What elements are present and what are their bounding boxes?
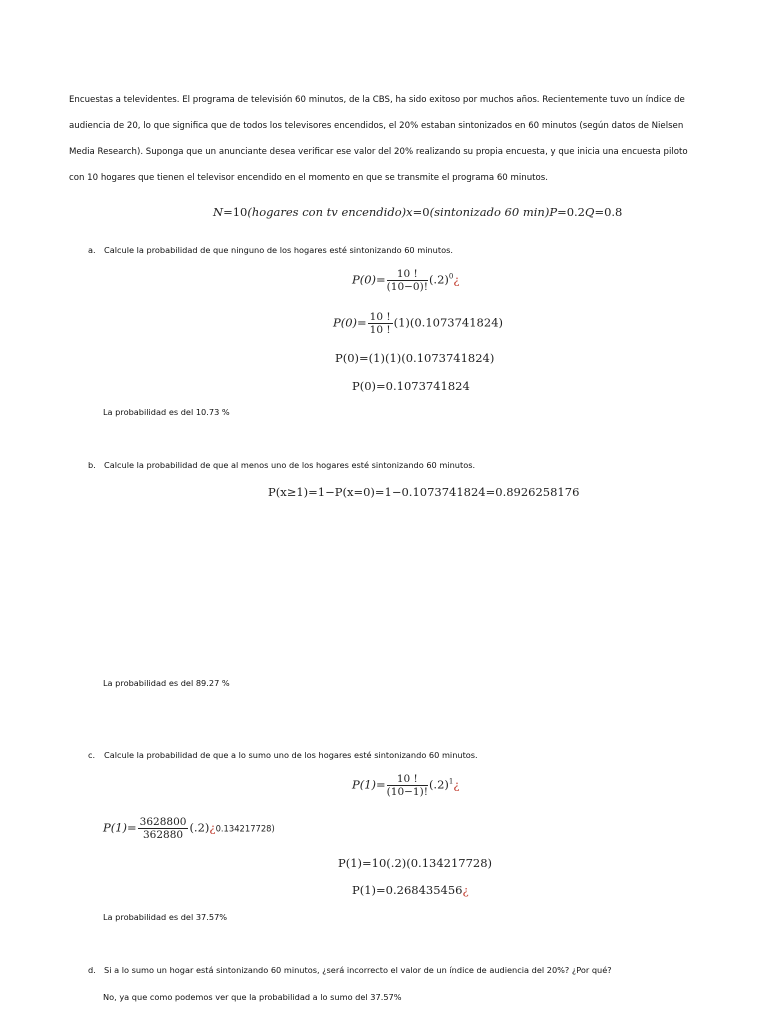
equation-c-1: P(1)= $\frac{10 !}{(10-1)!}$ $(.2)^1¿$ — [352, 773, 460, 798]
inverted-question-glyph: ¿ — [462, 883, 469, 897]
equation-c-2: P(1)= $\frac{3628800}{362880}$ (.2)¿0.134217728) — [103, 816, 275, 841]
inverted-question-glyph: ¿ — [209, 820, 216, 835]
inverted-question-glyph: ¿ — [453, 777, 460, 792]
equation-a-2: P(0)= $\frac{10 !}{10 !}$ (1)(0.1073741824) — [333, 311, 503, 336]
answer-b: La probabilidad es del 89.27 % — [103, 678, 230, 688]
answer-a: La probabilidad es del 10.73 % — [103, 407, 230, 417]
intro-line-4: con 10 hogares que tienen el televisor encendido en el momento en que se transmite el programa 60 minutos. — [69, 173, 548, 183]
equation-c-3: P(1)=10(.2)(0.134217728) — [338, 856, 493, 870]
fraction: $\frac{10 !}{(10-1)!}$ — [386, 773, 428, 798]
equation-a-4: P(0)=0.1073741824 — [352, 379, 470, 393]
answer-c: La probabilidad es del 37.57% — [103, 912, 228, 922]
fraction: $\frac{10 !}{(10-0)!}$ — [386, 268, 428, 293]
equation-a-1: P(0)= $\frac{10 !}{(10-0)!}$ $(.2)^0¿$ — [352, 268, 460, 293]
intro-line-1: Encuestas a televidentes. El programa de televisión 60 minutos, de la CBS, ha sido exitoso por muchos años. Recientemente tuvo un índice de — [69, 95, 685, 105]
equation-b-1: P(x≥1)=1−P(x=0)=1−0.1073741824=0.8926258176 — [268, 485, 580, 499]
problem-statement — [69, 87, 699, 191]
intro-line-3: Media Research). Suponga que un anunciante desea verificar ese valor del 20% realizando su propia encuesta, y que inicia una encuesta piloto — [69, 147, 688, 157]
question-b: b. Calcule la probabilidad de que al menos uno de los hogares esté sintonizando 60 minutos. — [88, 460, 476, 470]
answer-d: No, ya que como podemos ver que la probabilidad a lo sumo del 37.57% — [103, 992, 402, 1002]
question-c: c. Calcule la probabilidad de que a lo sumo uno de los hogares esté sintonizando 60 minutos. — [88, 750, 478, 760]
given-equation: N=10(hogares con tv encendido)x=0(sintonizado 60 min)P=0.2Q=0.8 — [213, 205, 623, 219]
equation-c-4: P(1)=0.268435456¿ — [352, 883, 469, 897]
inverted-question-glyph: ¿ — [453, 272, 460, 287]
question-d: d. Si a lo sumo un hogar está sintonizando 60 minutos, ¿será incorrecto el valor de un índice de audiencia del 20%? ¿Por qué? — [88, 965, 612, 975]
equation-a-3: P(0)=(1)(1)(0.1073741824) — [335, 351, 495, 365]
fraction: $\frac{10 !}{10 !}$ — [369, 311, 391, 336]
intro-line-2: audiencia de 20, lo que significa que de todos los televisores encendidos, el 20% estaban sintonizados en 60 minutos (según datos de Nielsen — [69, 121, 684, 131]
question-a: a. Calcule la probabilidad de que ninguno de los hogares esté sintonizando 60 minutos. — [88, 245, 453, 255]
fraction: $\frac{3628800}{362880}$ — [139, 816, 187, 841]
